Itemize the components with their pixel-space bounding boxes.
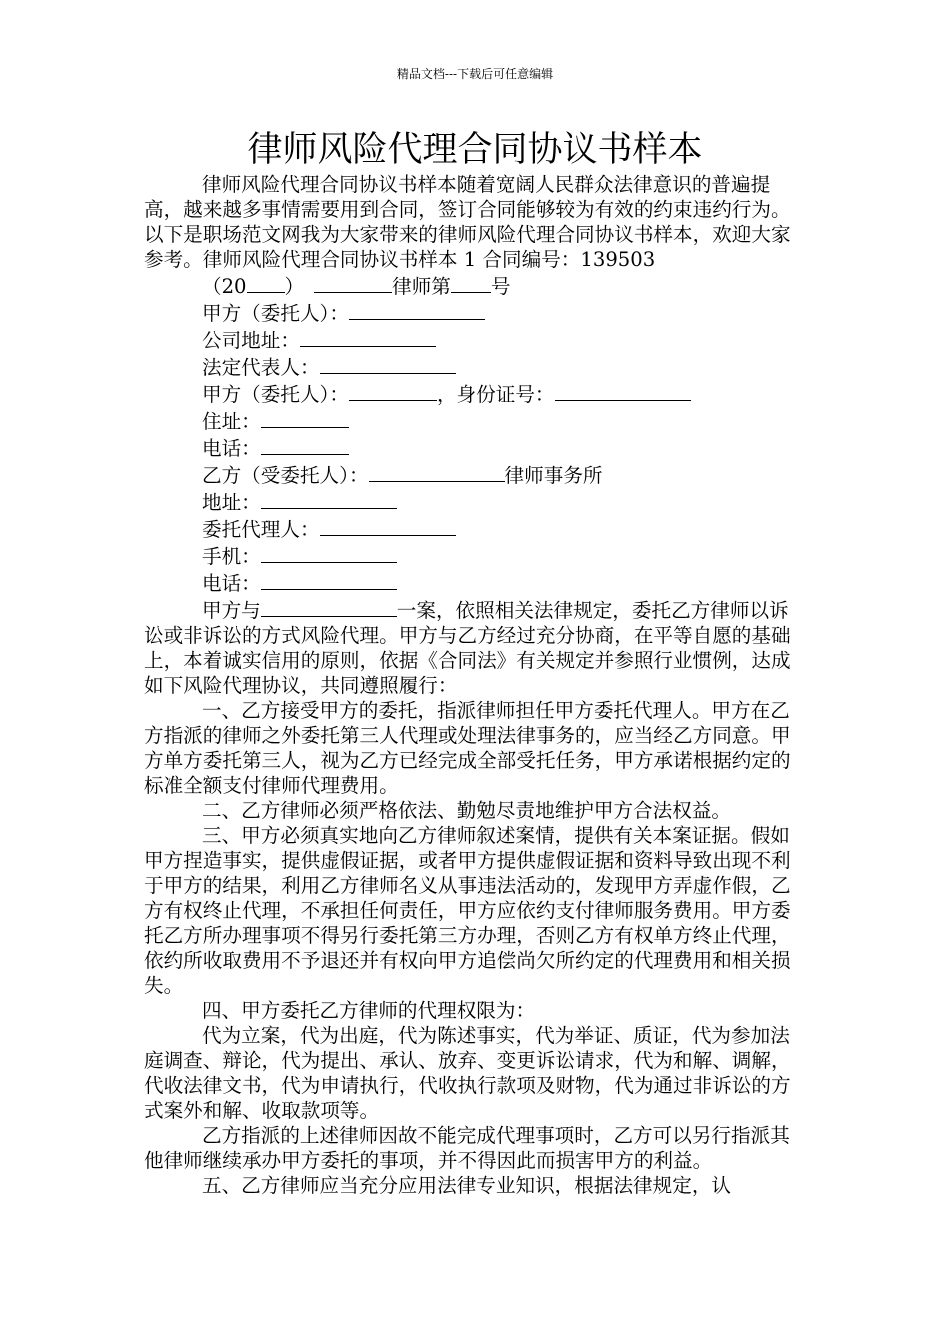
- party-b-line: [144, 461, 808, 488]
- contract-number-line: [144, 272, 808, 299]
- office-blank: [314, 272, 392, 293]
- phone-b-blank: [261, 569, 397, 590]
- clause-4-substitution: 乙方指派的上述律师因故不能完成代理事项时，乙方可以另行指派其他律师继续承办甲方委托的事项，并不得因此而损害甲方的利益。: [144, 1124, 790, 1172]
- party-a2-blank: [349, 380, 437, 401]
- id-label: ，身份证号：: [436, 383, 555, 406]
- party-a2-line: [144, 380, 808, 407]
- party-b-blank: [369, 461, 505, 482]
- clause-2: 二、乙方律师必须严格依法、勤勉尽责地维护甲方合法权益。: [202, 799, 732, 822]
- number-blank: [451, 272, 491, 293]
- agent-blank: [320, 515, 456, 536]
- document-title: 律师风险代理合同协议书样本: [247, 130, 703, 170]
- case-paragraph: [144, 596, 808, 698]
- legal-rep-blank: [320, 353, 456, 374]
- agent-label: 委托代理人：: [202, 518, 320, 541]
- residence-label: 住址：: [202, 410, 261, 433]
- mobile-line: [144, 542, 808, 569]
- party-b-suffix: 律师事务所: [504, 464, 603, 487]
- legal-rep-label: 法定代表人：: [202, 356, 320, 379]
- address-line: [144, 488, 808, 515]
- clause-3: 三、甲方必须真实地向乙方律师叙述案情，提供有关本案证据。假如甲方捏造事实，提供虚假证据，或者甲方提供虚假证据和资料导致出现不利于甲方的结果，利用乙方律师名义从事违法活动的，发现甲方弄虚作假，乙方有权终止代理，不承担任何责任，甲方应依约支付律师服务费用。甲方委托乙方所办理事项不得另行委托第三方办理，否则乙方有权单方终止代理，依约所收取费用不予退还并有权向甲方追偿尚欠所约定的代理费用和相关损失。: [144, 824, 791, 997]
- number-open: （20: [202, 275, 247, 298]
- party-b-label: 乙方（受委托人）：: [202, 464, 369, 487]
- residence-blank: [261, 407, 349, 428]
- party-a-line: [144, 299, 808, 326]
- clause-5: 五、乙方律师应当充分应用法律专业知识，根据法律规定，认: [202, 1174, 732, 1197]
- party-a-label: 甲方（委托人）：: [202, 302, 349, 325]
- company-address-line: [144, 326, 808, 353]
- party-a-blank: [349, 299, 485, 320]
- intro-paragraph: 律师风险代理合同协议书样本随着宽阔人民群众法律意识的普遍提高，越来越多事情需要用到合同，签订合同能够较为有效的约束违约行为。以下是职场范文网我为大家带来的律师风险代理合同协议书样本，欢迎大家参考。律师风险代理合同协议书样本 1 合同编号：139503: [144, 173, 791, 271]
- year-blank: [247, 272, 285, 293]
- number-end: 号: [490, 275, 511, 298]
- page-header: 精品文档---下载后可任意编辑: [396, 67, 554, 81]
- id-blank: [555, 380, 691, 401]
- mobile-label: 手机：: [202, 545, 261, 568]
- case-prefix: 甲方与: [202, 599, 261, 622]
- address-blank: [261, 488, 397, 509]
- number-mid: ）: [284, 275, 305, 298]
- address-label: 地址：: [202, 491, 261, 514]
- case-text: 一案，依照相关法律规定，委托乙方律师以诉讼或非诉讼的方式风险代理。甲方与乙方经过充分协商，在平等自愿的基础上，本着诚实信用的原则，依据《合同法》有关规定并参照行业惯例，达成如下风险代理协议，共同遵照履行：: [144, 599, 791, 697]
- clause-4: 四、甲方委托乙方律师的代理权限为：: [202, 999, 536, 1022]
- legal-rep-line: [144, 353, 808, 380]
- case-blank: [261, 596, 397, 617]
- mobile-blank: [261, 542, 397, 563]
- clause-4-powers: 代为立案，代为出庭，代为陈述事实，代为举证、质证，代为参加法庭调查、辩论，代为提出、承认、放弃、变更诉讼请求，代为和解、调解，代收法律文书，代为申请执行，代收执行款项及财物，代为通过非诉讼的方式案外和解、收取款项等。: [144, 1024, 791, 1122]
- phone-a-blank: [261, 434, 349, 455]
- company-address-label: 公司地址：: [202, 329, 300, 352]
- phone-a-label: 电话：: [202, 437, 261, 460]
- party-a2-label: 甲方（委托人）：: [202, 383, 349, 406]
- clause-1: 一、乙方接受甲方的委托，指派律师担任甲方委托代理人。甲方在乙方指派的律师之外委托第三人代理或处理法律事务的，应当经乙方同意。甲方单方委托第三人，视为乙方已经完成全部受托任务，甲方承诺根据约定的标准全额支付律师代理费用。: [144, 699, 791, 797]
- phone-a-line: [144, 434, 808, 461]
- number-lawyer: 律师第: [392, 275, 451, 298]
- document-body: [144, 172, 808, 1198]
- agent-line: [144, 515, 808, 542]
- residence-line: [144, 407, 808, 434]
- phone-b-line: [144, 569, 808, 596]
- company-address-blank: [300, 326, 436, 347]
- phone-b-label: 电话：: [202, 572, 261, 595]
